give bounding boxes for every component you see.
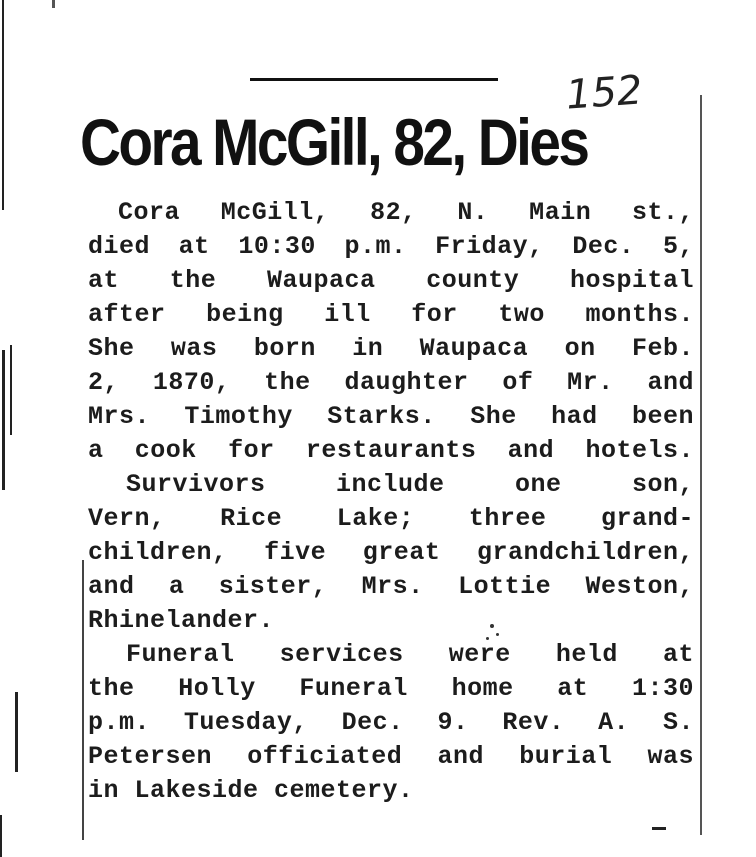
- print-speck: [490, 624, 494, 628]
- left-column-rule: [0, 815, 2, 857]
- paragraph-2: [88, 468, 694, 638]
- text-line: children, five great grandchildren,: [88, 538, 694, 567]
- text-line: after being ill for two months.: [88, 300, 694, 329]
- print-speck: [496, 633, 499, 636]
- scan-edge-mark: [52, 0, 55, 8]
- text-line: a cook for restaurants and hotels.: [88, 436, 694, 465]
- left-column-rule: [15, 692, 18, 772]
- text-line: at the Waupaca county hospital: [88, 266, 694, 295]
- left-column-rule: [2, 0, 4, 210]
- headline-top-rule: [250, 78, 498, 81]
- text-line: Funeral services were held at: [126, 640, 694, 669]
- text-line: Petersen officiated and burial was: [88, 742, 694, 771]
- paragraph-1: [88, 196, 694, 468]
- left-column-rule: [10, 345, 12, 435]
- text-line: the Holly Funeral home at 1:30: [88, 674, 694, 703]
- headline: Cora McGill, 82, Dies: [80, 105, 588, 179]
- text-line: Cora McGill, 82, N. Main st.,: [118, 198, 694, 227]
- article-right-border: [700, 95, 702, 835]
- text-line: in Lakeside cemetery.: [88, 776, 414, 805]
- handwritten-note: 152: [564, 67, 644, 119]
- article-left-border: [82, 560, 84, 840]
- text-line: and a sister, Mrs. Lottie Weston,: [88, 572, 694, 601]
- text-line: Vern, Rice Lake; three grand-: [88, 504, 694, 533]
- left-column-rule: [2, 350, 5, 490]
- text-line: Mrs. Timothy Starks. She had been: [88, 402, 694, 431]
- text-line: died at 10:30 p.m. Friday, Dec. 5,: [88, 232, 694, 261]
- text-line: Survivors include one son,: [126, 470, 694, 499]
- end-mark: [652, 827, 666, 830]
- text-line: 2, 1870, the daughter of Mr. and: [88, 368, 694, 397]
- text-line: p.m. Tuesday, Dec. 9. Rev. A. S.: [88, 708, 694, 737]
- paragraph-3: [88, 638, 694, 808]
- article-body: [88, 196, 694, 808]
- text-line: She was born in Waupaca on Feb.: [88, 334, 694, 363]
- text-line: Rhinelander.: [88, 606, 275, 635]
- print-speck: [486, 637, 489, 640]
